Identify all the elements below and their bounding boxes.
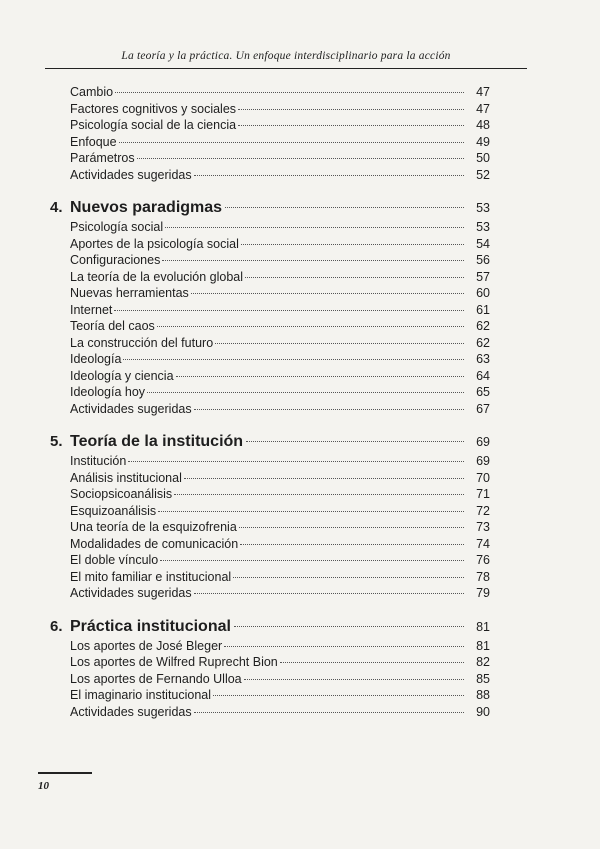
toc-entry (50, 585, 490, 602)
dot-leader (215, 343, 464, 344)
entry-page: 79 (476, 586, 490, 600)
toc-entry (50, 704, 490, 721)
toc-entry (50, 134, 490, 151)
chapter-title: Teoría de la institución (70, 433, 244, 450)
toc-entry (50, 252, 490, 269)
entry-title: Institución (70, 454, 127, 468)
dot-leader (162, 260, 464, 261)
chapter-number: 5. (50, 433, 63, 450)
entry-page: 90 (476, 704, 490, 719)
chapter-number: 4. (50, 199, 63, 216)
header-rule (45, 68, 527, 69)
entry-page: 64 (476, 368, 490, 383)
dot-leader (239, 527, 464, 528)
entry-title: Una teoría de la esquizofrenia (70, 520, 237, 534)
entry-page: 49 (476, 134, 490, 149)
entry-page: 52 (476, 167, 490, 182)
entry-page: 50 (476, 151, 490, 165)
chapter-title: Nuevos paradigmas (70, 199, 223, 216)
toc-entry (50, 101, 490, 118)
table-of-contents (50, 84, 490, 720)
chapter-heading (50, 197, 490, 219)
entry-page: 63 (476, 352, 490, 366)
entry-title: Actividades sugeridas (70, 401, 192, 416)
toc-entry (50, 269, 490, 286)
dot-leader (115, 92, 464, 93)
dot-leader (123, 359, 464, 360)
toc-entry (50, 552, 490, 569)
entry-page: 76 (476, 553, 490, 567)
entry-title: Sociopsicoanálisis (70, 487, 173, 501)
toc-entry (50, 519, 490, 536)
toc-entry (50, 453, 490, 470)
entry-page: 81 (476, 638, 490, 653)
dot-leader (147, 392, 464, 393)
entry-title: Actividades sugeridas (70, 704, 192, 719)
toc-entry (50, 150, 490, 167)
entry-title: Enfoque (70, 134, 117, 149)
entry-title: Cambio (70, 85, 114, 99)
entry-title: La construcción del futuro (70, 335, 214, 350)
entry-page: 57 (476, 269, 490, 284)
entry-page: 61 (476, 302, 490, 317)
toc-entry (50, 84, 490, 101)
toc-entry (50, 470, 490, 487)
running-head: La teoría y la práctica. Un enfoque interdisciplinario para la acción (121, 50, 451, 62)
entry-title: Esquizoanálisis (70, 503, 157, 518)
dot-leader (280, 662, 464, 663)
chapter-heading (50, 431, 490, 453)
entry-page: 73 (476, 520, 490, 534)
chapter-page: 69 (476, 435, 490, 449)
entry-title: Configuraciones (70, 253, 161, 267)
entry-page: 60 (476, 286, 490, 300)
dot-leader (194, 593, 464, 594)
toc-entry (50, 335, 490, 352)
toc-entry (50, 503, 490, 520)
entry-page: 47 (476, 101, 490, 116)
dot-leader (194, 409, 464, 410)
entry-page: 54 (476, 236, 490, 251)
toc-entry (50, 401, 490, 418)
toc-entry (50, 236, 490, 253)
page-number: 10 (38, 780, 49, 792)
entry-title: Modalidades de comunicación (70, 536, 239, 551)
entry-title: Psicología social (70, 220, 164, 234)
entry-title: Actividades sugeridas (70, 167, 192, 182)
toc-entry (50, 167, 490, 184)
entry-page: 67 (476, 401, 490, 416)
toc-entry (50, 687, 490, 704)
toc-entry (50, 638, 490, 655)
footer-rule (38, 772, 92, 774)
toc-entry (50, 351, 490, 368)
dot-leader (238, 125, 464, 126)
dot-leader (174, 494, 464, 495)
dot-leader (128, 461, 464, 462)
chapter-page: 81 (476, 619, 490, 634)
dot-leader (240, 544, 464, 545)
dot-leader (213, 695, 464, 696)
dot-leader (225, 207, 464, 208)
dot-leader (245, 277, 464, 278)
toc-entry (50, 671, 490, 688)
entry-page: 82 (476, 655, 490, 669)
entry-page: 74 (476, 536, 490, 551)
entry-title: Nuevas herramientas (70, 286, 189, 300)
entry-title: Ideología y ciencia (70, 368, 174, 383)
toc-entry (50, 569, 490, 586)
entry-page: 70 (476, 470, 490, 485)
entry-title: Los aportes de Fernando Ulloa (70, 671, 242, 686)
dot-leader (194, 712, 464, 713)
dot-leader (234, 626, 464, 627)
toc-entry (50, 302, 490, 319)
entry-page: 72 (476, 503, 490, 518)
toc-entry (50, 368, 490, 385)
entry-page: 48 (476, 118, 490, 132)
dot-leader (184, 478, 464, 479)
toc-entry (50, 285, 490, 302)
dot-leader (114, 310, 464, 311)
dot-leader (241, 244, 464, 245)
chapter-heading (50, 616, 490, 638)
entry-title: Los aportes de Wilfred Ruprecht Bion (70, 655, 278, 669)
toc-entry (50, 654, 490, 671)
chapter-page: 53 (476, 201, 490, 215)
dot-leader (238, 109, 464, 110)
entry-title: El imaginario institucional (70, 688, 212, 702)
entry-page: 53 (476, 220, 490, 234)
entry-title: Ideología hoy (70, 385, 146, 399)
toc-entry (50, 384, 490, 401)
entry-title: Actividades sugeridas (70, 586, 192, 600)
dot-leader (119, 142, 464, 143)
dot-leader (194, 175, 464, 176)
entry-title: Análisis institucional (70, 470, 182, 485)
chapter-title: Práctica institucional (70, 617, 231, 635)
entry-title: Ideología (70, 352, 122, 366)
dot-leader (165, 227, 464, 228)
entry-page: 47 (476, 85, 490, 99)
entry-title: Psicología social de la ciencia (70, 118, 237, 132)
chapter-number: 6. (50, 617, 63, 635)
entry-page: 71 (476, 487, 490, 501)
toc-entry (50, 117, 490, 134)
dot-leader (160, 560, 464, 561)
toc-entry (50, 219, 490, 236)
dot-leader (246, 441, 464, 442)
toc-entry (50, 536, 490, 553)
entry-title: La teoría de la evolución global (70, 269, 244, 284)
dot-leader (191, 293, 464, 294)
entry-title: Factores cognitivos y sociales (70, 101, 237, 116)
entry-page: 56 (476, 253, 490, 267)
dot-leader (157, 326, 464, 327)
entry-title: Parámetros (70, 151, 135, 165)
entry-title: Internet (70, 302, 113, 317)
entry-title: El mito familiar e institucional (70, 569, 232, 584)
entry-page: 85 (476, 671, 490, 686)
dot-leader (137, 158, 464, 159)
dot-leader (233, 577, 464, 578)
entry-title: El doble vínculo (70, 553, 159, 567)
toc-entry (50, 318, 490, 335)
entry-page: 62 (476, 335, 490, 350)
entry-page: 62 (476, 319, 490, 333)
dot-leader (244, 679, 464, 680)
entry-page: 65 (476, 385, 490, 399)
entry-title: Aportes de la psicología social (70, 236, 239, 251)
toc-entry (50, 486, 490, 503)
dot-leader (176, 376, 464, 377)
entry-title: Los aportes de José Bleger (70, 638, 223, 653)
entry-page: 88 (476, 688, 490, 702)
dot-leader (224, 646, 464, 647)
dot-leader (158, 511, 464, 512)
entry-page: 69 (476, 454, 490, 468)
entry-page: 78 (476, 569, 490, 584)
entry-title: Teoría del caos (70, 319, 155, 333)
